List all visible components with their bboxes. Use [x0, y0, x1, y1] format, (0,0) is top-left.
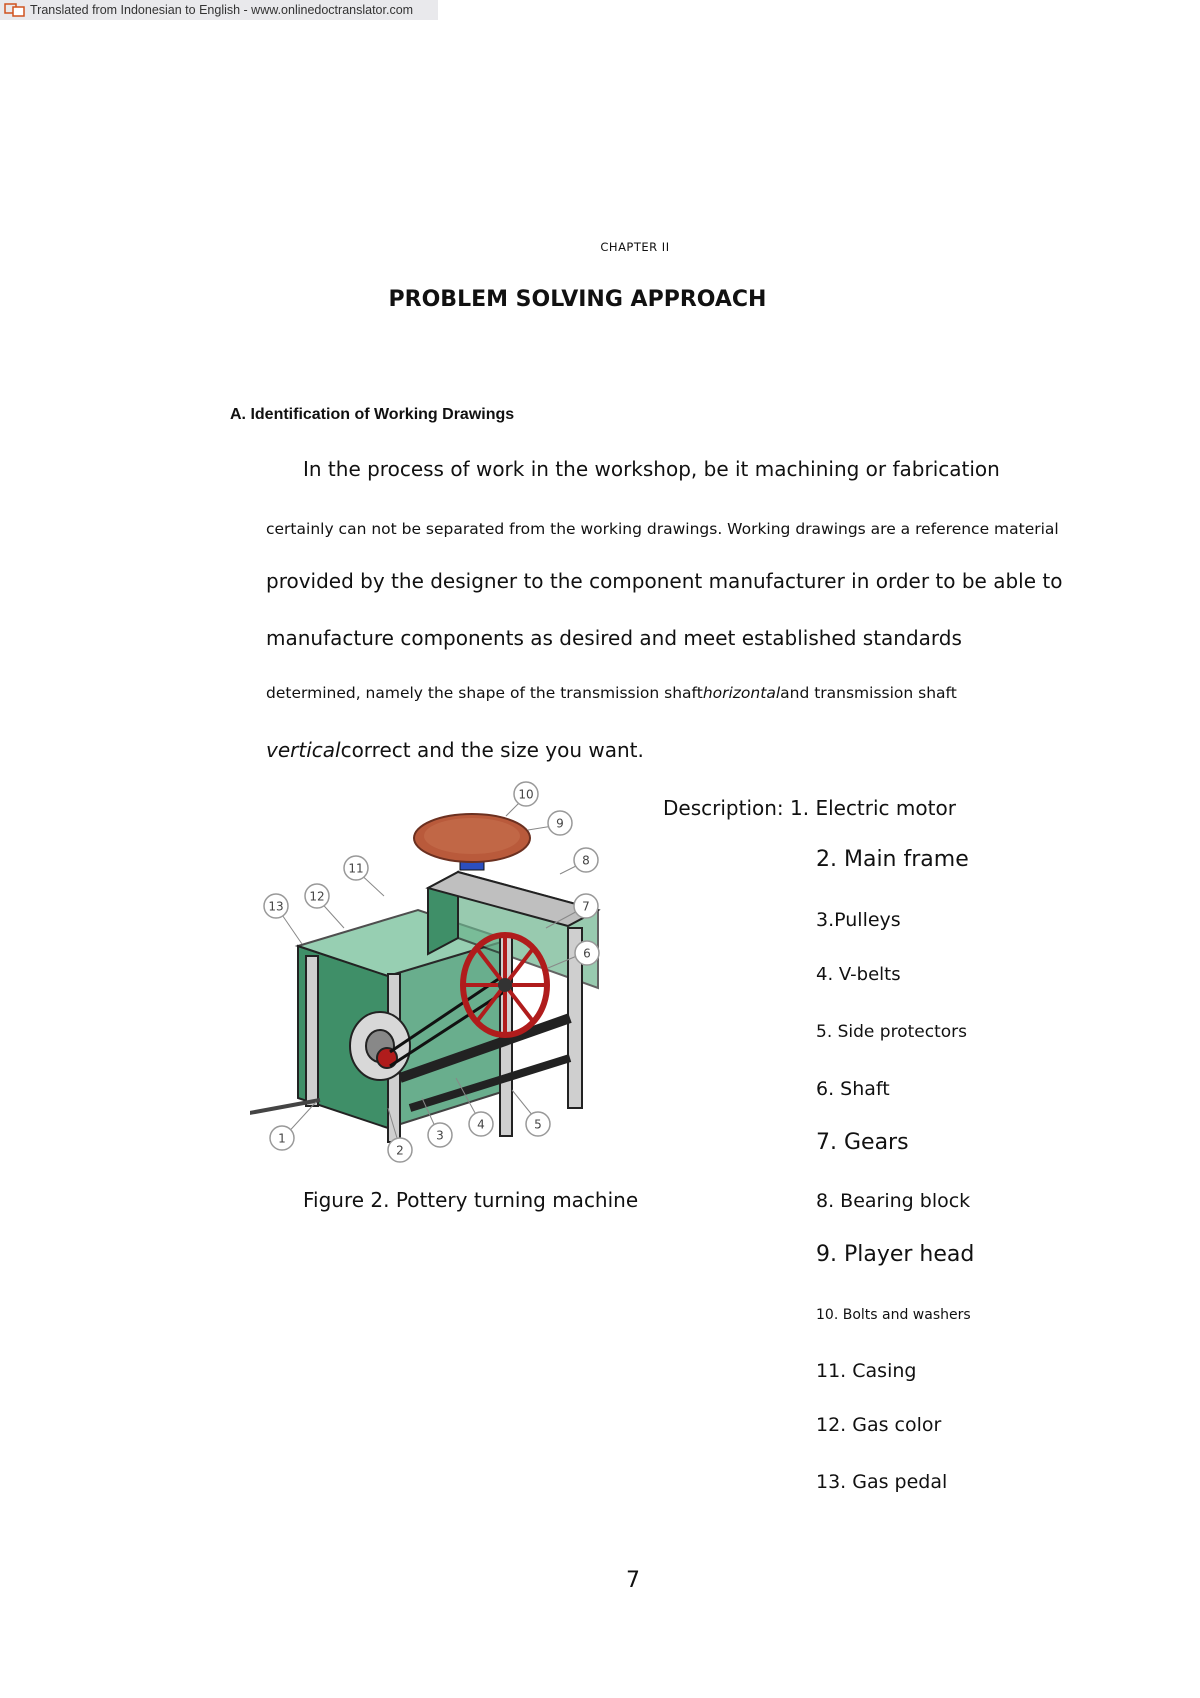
callout-12 — [305, 884, 329, 908]
legend-item-7: 7. Gears — [816, 1130, 909, 1155]
svg-text:6: 6 — [583, 946, 591, 961]
paragraph-line-2: certainly can not be separated from the working drawings. Working drawings are a reference material — [266, 520, 1059, 538]
svg-text:3: 3 — [436, 1128, 444, 1143]
svg-text:11: 11 — [348, 861, 364, 876]
pottery-machine-figure — [250, 778, 670, 1178]
callout-3 — [428, 1123, 452, 1147]
description-label: Description: 1. Electric motor — [663, 796, 956, 820]
callout-6 — [575, 941, 599, 965]
horizontal-term: horizontal — [702, 684, 781, 702]
section-heading: A. Identification of Working Drawings — [230, 406, 515, 423]
svg-text:7: 7 — [582, 899, 590, 914]
paragraph-line-6-text-b: correct and the size you want. — [340, 738, 644, 762]
legend-item-4: 4. V-belts — [816, 964, 901, 985]
legend-item-13: 13. Gas pedal — [816, 1471, 948, 1493]
paragraph-line-5-text-c: and transmission shaft — [780, 684, 957, 702]
svg-text:8: 8 — [582, 853, 590, 868]
svg-text:9: 9 — [556, 816, 564, 831]
callout-4 — [469, 1112, 493, 1136]
vertical-term: vertical — [266, 738, 341, 762]
legend-item-10: 10. Bolts and washers — [816, 1307, 971, 1323]
pottery-machine-illustration — [250, 778, 670, 1178]
legend-item-3: 3.Pulleys — [816, 909, 901, 931]
svg-text:10: 10 — [518, 787, 534, 802]
legend-item-6: 6. Shaft — [816, 1078, 890, 1100]
callout-5 — [526, 1112, 550, 1136]
paragraph-line-3: provided by the designer to the component manufacturer in order to be able to — [266, 569, 1063, 593]
paragraph-line-6 — [266, 738, 644, 762]
paragraph-line-5 — [266, 684, 957, 702]
legend-item-5: 5. Side protectors — [816, 1022, 967, 1042]
svg-text:13: 13 — [268, 899, 284, 914]
svg-text:5: 5 — [534, 1117, 542, 1132]
svg-text:2: 2 — [396, 1143, 404, 1158]
paragraph-line-1: In the process of work in the workshop, be it machining or fabrication — [303, 457, 1000, 481]
figure-caption: Figure 2. Pottery turning machine — [303, 1188, 639, 1212]
legend-item-2: 2. Main frame — [816, 847, 969, 872]
svg-text:1: 1 — [278, 1131, 286, 1146]
legend-item-11: 11. Casing — [816, 1360, 917, 1382]
callout-13 — [264, 894, 288, 918]
page-title: PROBLEM SOLVING APPROACH — [388, 287, 767, 312]
svg-text:4: 4 — [477, 1117, 485, 1132]
callout-1 — [270, 1126, 294, 1150]
legend-item-12: 12. Gas color — [816, 1414, 942, 1436]
legend-item-9: 9. Player head — [816, 1242, 975, 1267]
page-number: 7 — [626, 1568, 640, 1593]
svg-text:12: 12 — [309, 889, 325, 904]
callout-10 — [514, 782, 538, 806]
translate-icon — [4, 2, 26, 18]
paragraph-line-4: manufacture components as desired and meet established standards — [266, 626, 962, 650]
translation-banner[interactable] — [0, 0, 438, 20]
chapter-label: CHAPTER II — [600, 240, 670, 254]
callout-11 — [344, 856, 368, 880]
legend-item-8: 8. Bearing block — [816, 1190, 971, 1212]
callout-8 — [574, 848, 598, 872]
callout-7 — [574, 894, 598, 918]
banner-text: Translated from Indonesian to English - www.onlinedoctranslator.com — [30, 3, 414, 17]
callout-2 — [388, 1138, 412, 1162]
paragraph-line-5-text-a: determined, namely the shape of the transmission shaft — [266, 684, 703, 702]
callout-9 — [548, 811, 572, 835]
